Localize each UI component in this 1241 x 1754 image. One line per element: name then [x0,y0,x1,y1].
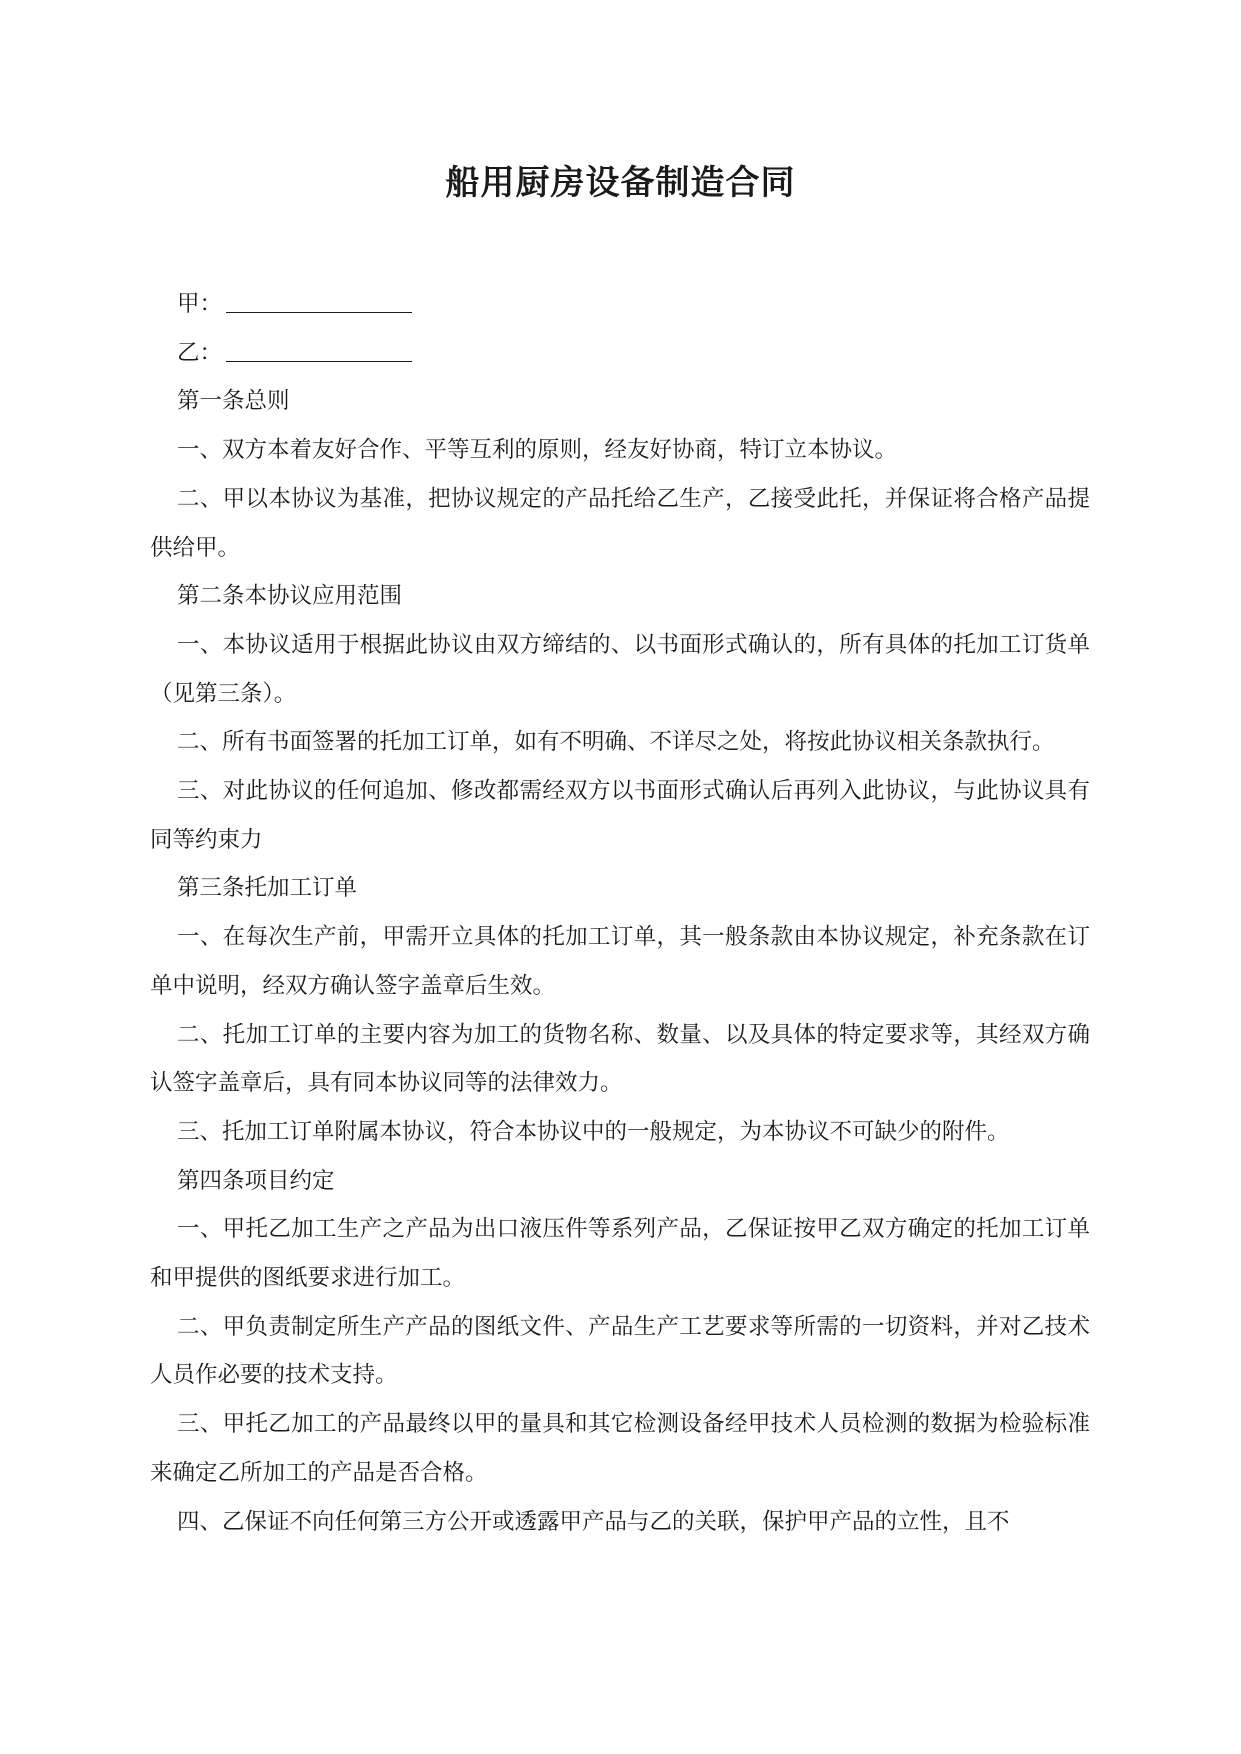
party-a-line [150,280,1090,329]
clause-paragraph: 三、托加工订单附属本协议，符合本协议中的一般规定，为本协议不可缺少的附件。 [177,1118,1010,1145]
clause-paragraph: 二、托加工订单的主要内容为加工的货物名称、数量、以及具体的特定要求等，其经双方确认签字盖章后，具有同本协议同等的法律效力。 [150,1021,1090,1097]
document-body [150,280,1090,1546]
party-b-line [150,329,1090,378]
clause-paragraph: 二、甲以本协议为基准，把协议规定的产品托给乙生产，乙接受此托，并保证将合格产品提供给甲。 [150,485,1090,561]
clause-heading-2: 第二条本协议应用范围 [177,583,403,610]
clause-paragraph: 三、甲托乙加工的产品最终以甲的量具和其它检测设备经甲技术人员检测的数据为检验标准来确定乙所加工的产品是否合格。 [150,1411,1090,1486]
clause-paragraph: 二、甲负责制定所生产产品的图纸文件、产品生产工艺要求等所需的一切资料，并对乙技术人员作必要的技术支持。 [150,1313,1090,1389]
clause-paragraph: 一、双方本着友好合作、平等互利的原则，经友好协商，特订立本协议。 [177,437,898,464]
clause-paragraph: 二、所有书面签署的托加工订单，如有不明确、不详尽之处，将按此协议相关条款执行。 [177,729,1055,756]
clause-heading-4: 第四条项目约定 [177,1167,335,1194]
clause-heading-1: 第一条总则 [177,388,290,415]
clause-paragraph: 三、对此协议的任何追加、修改都需经双方以书面形式确认后再列入此协议，与此协议具有同等约束力 [150,778,1090,853]
clause-paragraph: 一、在每次生产前，甲需开立具体的托加工订单，其一般条款由本协议规定，补充条款在订单中说明，经双方确认签字盖章后生效。 [150,924,1090,999]
party-a-label: 甲： [177,291,223,317]
clause-paragraph: 四、乙保证不向任何第三方公开或透露甲产品与乙的关联，保护甲产品的立性，且不 [177,1508,1010,1535]
clause-heading-3: 第三条托加工订单 [177,875,358,902]
party-b-label: 乙： [177,339,223,366]
clause-paragraph: 一、本协议适用于根据此协议由双方缔结的、以书面形式确认的，所有具体的托加工订货单（见第三条）。 [150,631,1090,707]
clause-paragraph: 一、甲托乙加工生产之产品为出口液压件等系列产品，乙保证按甲乙双方确定的托加工订单和甲提供的图纸要求进行加工。 [150,1216,1090,1292]
document-title: 船用厨房设备制造合同 [445,163,796,203]
party-b-blank [226,339,412,362]
party-a-blank [226,290,412,313]
